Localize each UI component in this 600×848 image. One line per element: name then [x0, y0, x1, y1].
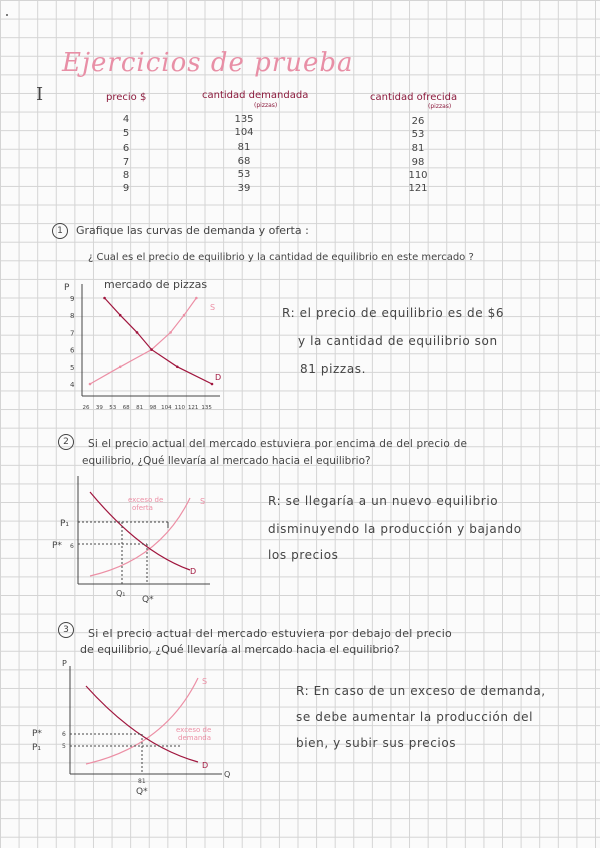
q1-text: Grafique las curvas de demanda y oferta : — [76, 224, 309, 237]
header-demand: cantidad demandada — [202, 90, 309, 101]
q1-label-d: D — [215, 373, 222, 382]
q3-axis-q: Q — [224, 770, 231, 779]
q2-text-1: Si el precio actual del mercado estuviera por encima de del precio de — [88, 438, 468, 450]
q1-x-tick: 26 — [82, 405, 90, 411]
q3-label-pstar: P* — [32, 729, 42, 739]
q2-answer-1: R: se llegaría a un nuevo equilibrio — [268, 494, 499, 508]
cell-demand: 53 — [237, 169, 251, 180]
q3-answer-1: R: En caso de un exceso de demanda, — [296, 684, 546, 698]
q2-label-p1: P₁ — [60, 519, 70, 529]
q1-answer-3: 81 pizzas. — [300, 362, 367, 376]
q1-demand-point — [211, 383, 214, 386]
q1-y-tick: 4 — [70, 381, 75, 389]
q1-chart — [60, 278, 230, 418]
q3-axis-p: P — [62, 659, 67, 668]
q2-label-q1: Q₁ — [116, 589, 126, 598]
q1-demand-point — [103, 297, 106, 300]
cell-price: 5 — [122, 128, 130, 139]
q2-label-d: D — [190, 567, 197, 576]
q1-x-tick: 104 — [161, 405, 172, 411]
q1-x-tick: 68 — [122, 405, 130, 411]
q1-demand-curve — [105, 298, 212, 384]
cell-supply: 81 — [411, 143, 425, 154]
q3-label-p1: P₁ — [32, 743, 42, 753]
q3-answer-2: se debe aumentar la producción del — [296, 710, 534, 724]
q1-y-tick: 7 — [70, 329, 75, 338]
q1-y-tick: 5 — [70, 363, 75, 372]
cell-price: 9 — [122, 183, 130, 194]
q3-label-qstar: Q* — [136, 787, 148, 796]
q3-label-5: 5 — [62, 743, 66, 750]
q2-label-s: S — [200, 497, 206, 506]
q1-x-ticks — [83, 405, 213, 411]
header-supply: cantidad ofrecida — [370, 92, 458, 103]
q1-y-ticks — [70, 295, 75, 389]
cell-demand: 39 — [237, 183, 251, 194]
cell-demand: 135 — [234, 114, 254, 125]
q1-demand-point — [176, 366, 179, 369]
q1-supply-curve — [90, 298, 196, 384]
cell-price: 8 — [122, 170, 130, 181]
q1-supply-point — [119, 366, 122, 369]
q3-label-excess2: demanda — [178, 734, 212, 742]
q1-supply-point — [169, 331, 172, 334]
q1-y-tick: 8 — [70, 312, 75, 321]
q2-label-excess2: oferta — [132, 504, 153, 512]
q2-label-6: 6 — [70, 543, 74, 550]
q1-x-tick: 39 — [95, 405, 103, 411]
q1-y-tick: 9 — [70, 295, 75, 303]
q1-points — [89, 297, 214, 386]
cell-demand: 68 — [237, 156, 251, 167]
q1-axis-p: P — [64, 283, 70, 293]
cell-demand: 81 — [237, 142, 251, 153]
q2-answer-3: los precios — [268, 548, 339, 562]
cell-supply: 53 — [411, 129, 425, 140]
q1-chart-title: mercado de pizzas — [104, 278, 208, 291]
q1-x-tick: 135 — [201, 405, 212, 411]
q1-x-tick: 98 — [149, 405, 157, 411]
cell-supply: 98 — [411, 157, 425, 168]
q1-demand-point — [150, 348, 153, 351]
q1-x-tick: 121 — [187, 405, 199, 411]
ink-dot — [6, 14, 8, 16]
cell-price: 4 — [122, 114, 130, 125]
q3-label-81: 81 — [138, 778, 146, 785]
q2-answer-2: disminuyendo la producción y bajando — [268, 522, 522, 536]
q3-text-2: de equilibrio, ¿Qué llevaría al mercado hacia el equilibrio? — [80, 643, 400, 656]
q3-chart — [30, 656, 240, 796]
q3-label-6: 6 — [62, 731, 66, 738]
q1-answer-2: y la cantidad de equilibrio son — [298, 334, 498, 348]
q1-supply-point — [89, 383, 92, 386]
q3-label-d: D — [202, 761, 209, 770]
cell-supply: 121 — [408, 183, 428, 194]
q1-supply-point — [195, 297, 198, 300]
q1-y-tick: 6 — [70, 346, 75, 355]
q3-number-badge: 3 — [58, 622, 74, 638]
cell-demand: 104 — [234, 127, 254, 138]
q1-x-tick: 53 — [109, 405, 117, 411]
q1-question: ¿ Cual es el precio de equilibrio y la cantidad de equilibrio en este mercado ? — [88, 252, 474, 263]
q2-chart — [50, 470, 220, 610]
q1-demand-point — [119, 314, 122, 317]
q3-label-excess: exceso de — [176, 726, 212, 734]
q2-text-2: equilibrio, ¿Qué llevaría al mercado hacia el equilibrio? — [82, 455, 371, 467]
header-demand-unit: (pizzas) — [254, 102, 278, 109]
q2-label-pstar: P* — [52, 541, 62, 551]
q2-label-qstar: Q* — [142, 595, 154, 605]
q3-text-1: Si el precio actual del mercado estuviera por debajo del precio — [88, 627, 453, 640]
q3-answer-3: bien, y subir sus precios — [296, 736, 457, 750]
q1-number-badge: 1 — [52, 223, 68, 239]
q1-supply-point — [183, 314, 186, 317]
q1-answer-1: R: el precio de equilibrio es de $6 — [282, 306, 505, 320]
q1-x-tick: 110 — [174, 405, 186, 411]
cell-supply: 26 — [411, 116, 425, 127]
section-numeral: I — [36, 84, 44, 105]
cell-supply: 110 — [408, 170, 428, 181]
q1-label-s: S — [210, 303, 216, 312]
cell-price: 7 — [122, 157, 130, 168]
q2-number-badge: 2 — [58, 434, 74, 450]
page-title: Ejercicios de prueba — [62, 48, 354, 78]
cell-price: 6 — [122, 143, 130, 154]
q1-x-tick: 81 — [136, 405, 144, 411]
q1-demand-point — [136, 331, 139, 334]
header-supply-unit: (pizzas) — [428, 103, 452, 110]
q3-label-s: S — [202, 677, 208, 686]
header-price: precio $ — [106, 92, 147, 103]
q2-label-excess: exceso de — [128, 496, 164, 504]
